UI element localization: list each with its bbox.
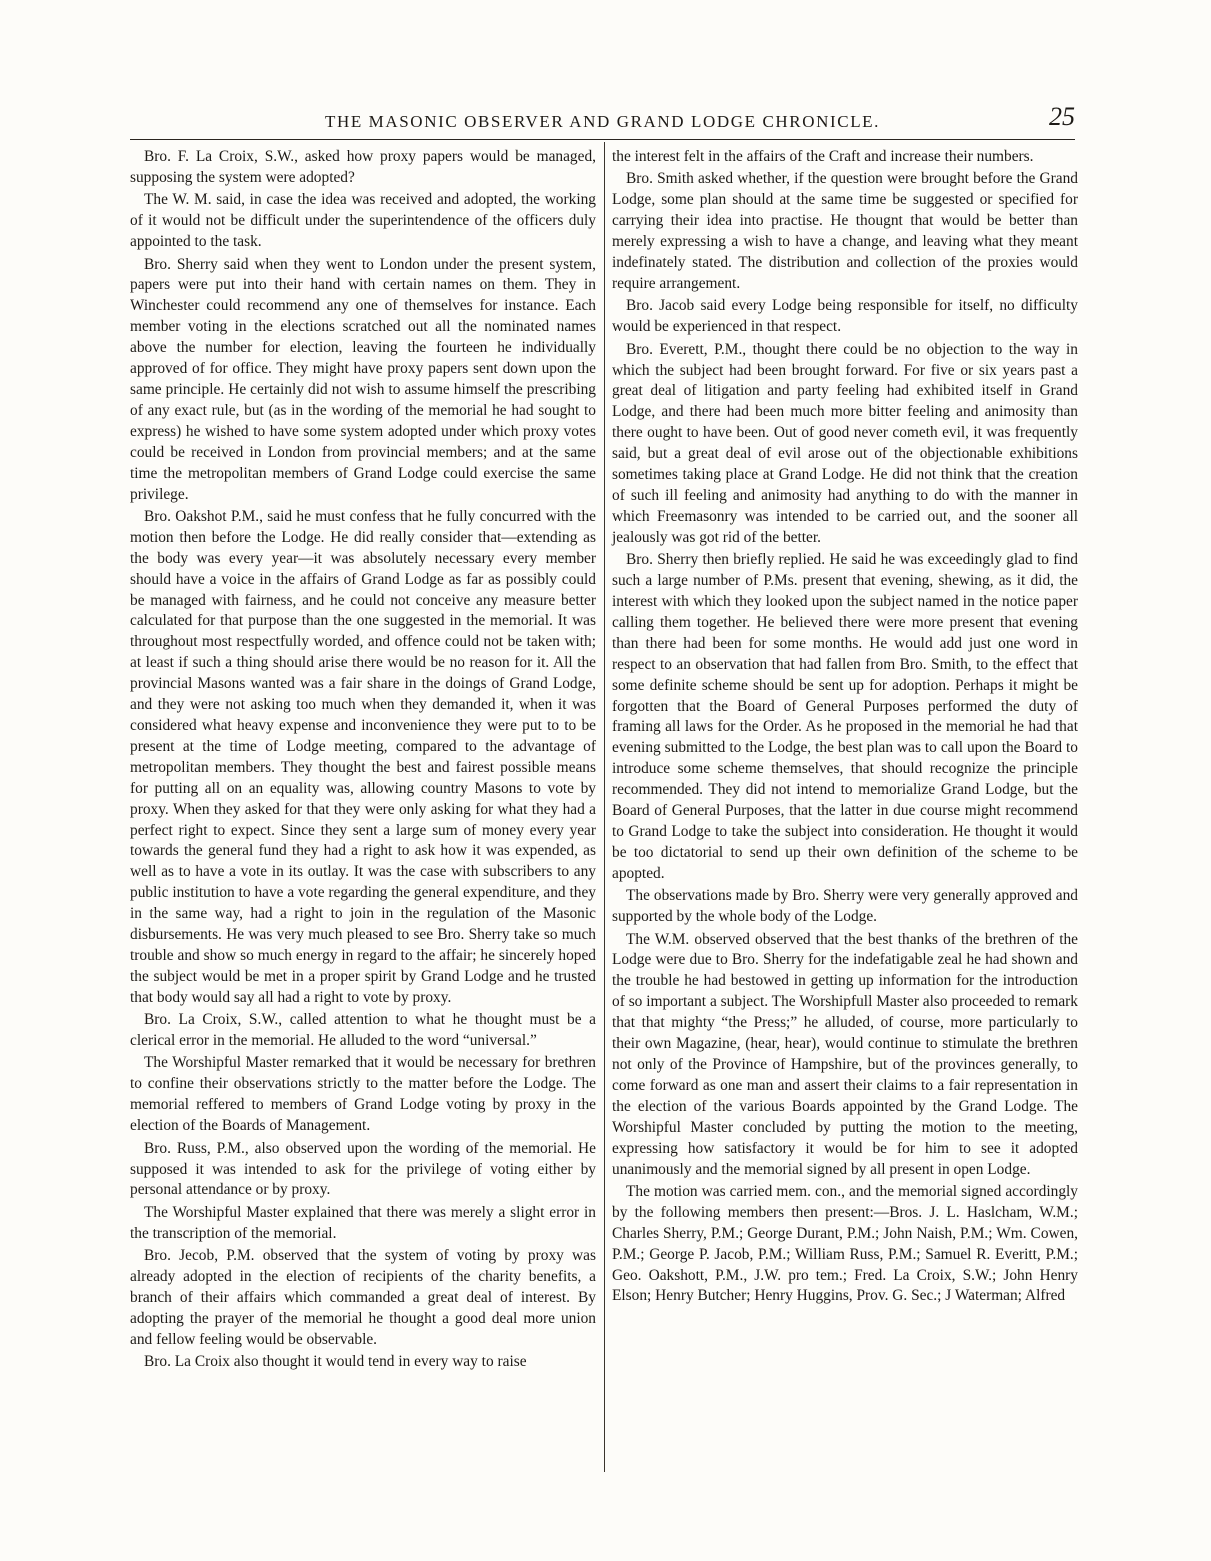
column-divider <box>604 142 605 1472</box>
paragraph: Bro. F. La Croix, S.W., asked how proxy papers would be managed, supposing the system were adopted? <box>130 148 596 186</box>
right-column <box>612 147 1078 1309</box>
page-number: 25 <box>1049 102 1075 131</box>
paragraph-continued: the interest felt in the affairs of the Craft and increase their numbers. <box>612 148 1034 165</box>
paragraph: The motion was carried mem. con., and the memorial signed accordingly by the following members then present:—Bros. J. L. Haslcham, W.M.; Charles Sherry, P.M.; George Durant, P.M.; John Naish, P.M.; Wm. Cowen, P.M.; George P. Jacob, P.M.; William Russ, P.M.; Samuel R. Everitt, P.M.; Geo. Oakshott, P.M., J.W. pro tem.; Fred. La Croix, S.W.; John Henry Elson; Henry Butcher; Henry Huggins, Prov. G. Sec.; J Waterman; Alfred <box>612 1182 1078 1305</box>
publication-title: THE MASONIC OBSERVER AND GRAND LODGE CHRONICLE. <box>324 112 881 131</box>
header-rule <box>130 139 1075 140</box>
paragraph: The observations made by Bro. Sherry were very generally approved and supported by the whole body of the Lodge. <box>612 887 1078 926</box>
paragraph: Bro. Jecob, P.M. observed that the system of voting by proxy was already adopted in the election of recipients of the charity benefits, a branch of their affairs which commanded a great deal of interest. By adopting the prayer of the memorial he thought a good deal more union and fellow feeling would be observable. <box>130 1247 596 1348</box>
paragraph: Bro. Everett, P.M., thought there could be no objection to the way in which the subject had been brought forward. For five or six years past a great deal of litigation and party feeling had exhibited itself in Grand Lodge, and there had been much more bitter feeling and animosity than there ought to have been. Out of good never cometh evil, it was frequently said, but a great deal of evil arose out of the objectionable exhibitions sometimes taking place at Grand Lodge. He did not think that the creation of such ill feeling and animosity had anything to do with the manner in which Freemasonry was intended to be carried out, and the sooner all jealously was got rid of the better. <box>612 340 1078 546</box>
paragraph: The Worshipful Master explained that there was merely a slight error in the transcription of the memorial. <box>130 1203 596 1242</box>
paragraph: The W.M. observed observed that the best thanks of the brethren of the Lodge were due to Bro. Sherry for the indefatigable zeal he had shown and the trouble he had bestowed in getting up information for the introduction of so important a subject. The Worshipfull Master also proceeded to remark that that mighty “the Press;” he alluded, of course, more particularly to their own Magazine, (hear, hear), would continue to stimulate the brethren not only of the Province of Hampshire, but of the provinces generally, to come forward as one man and assert their claims to a fair representation in the election of the various Boards appointed by the Grand Lodge. The Worshipful Master concluded by putting the motion to the meeting, expressing how satisfactory it would be for him to see it adopted unanimously and the memorial signed by all present in open Lodge. <box>612 930 1078 1178</box>
paragraph: The Worshipful Master remarked that it would be necessary for brethren to confine their observations strictly to the matter before the Lodge. The memorial reffered to members of Grand Lodge voting by proxy in the election of the Boards of Management. <box>130 1054 596 1135</box>
running-header <box>130 102 1075 138</box>
paragraph: Bro. Russ, P.M., also observed upon the wording of the memorial. He supposed it was intended to ask for the privilege of voting either by personal attendance or by proxy. <box>130 1139 596 1199</box>
left-column <box>130 147 596 1375</box>
paragraph: Bro. Jacob said every Lodge being responsible for itself, no difficulty would be experienced in that respect. <box>612 297 1078 336</box>
paragraph: Bro. Smith asked whether, if the question were brought before the Grand Lodge, some plan should at the same time be suggested or specified for carrying their idea into practise. He thougnt that would be better than merely expressing a wish to have a change, and leaving what they meant indefinately stated. The distribution and collection of the proxies would require arrangement. <box>612 170 1078 292</box>
paragraph: Bro. Oakshot P.M., said he must confess that he fully concurred with the motion then before the Lodge. He did really consider that—extending as the body was every year—it was absolutely necessary every member should have a voice in the affairs of Grand Lodge as far as possibly could be managed with fairness, and he could not conceive any measure better calculated for that purpose than the one suggested in the memorial. It was throughout most respectfully worded, and offence could not be taken with; at least if such a thing should arise there would be no reason for it. All the provincial Masons wanted was a fair share in the doings of Grand Lodge, and they were not asking too much when they demanded it, when it was considered what heavy expense and inconvenience they were put to to be present at the time of Lodge meeting, compared to the advantage of metropolitan members. They thought the best and fairest possible means for putting all on an equality was, allowing country Masons to vote by proxy. When they asked for that they were only asking for what they had a perfect right to expect. Since they sent a large sum of money every year towards the general fund they had a right to ask how it was expended, as well as to have a vote in its outlay. It was the case with subscribers to any public institution to have a vote regarding the general expenditure, and they in the same way, had a right to join in the regulation of the Masonic disbursements. He was very much pleased to see Bro. Sherry take so much trouble and show so much energy in regard to the affair; he sincerely hoped the subject would be met in a proper spirit by Grand Lodge and he trusted that body would say all had a right to vote by proxy. <box>130 507 596 1006</box>
paragraph: Bro. Sherry said when they went to London under the present system, papers were put into their hand with certain names on them. They in Winchester could recommend any one of themselves for instance. Each member voting in the elections scratched out all the nominated names above the number for election, leaving the fourteen he individually approved of for office. They might have proxy papers sent down upon the same principle. He certainly did not wish to assume himself the prescribing of any exact rule, but (as in the wording of the memorial he had sought to express) he wished to have some system adopted under which proxy votes could be received in London from provincial members; and at the same time the metropolitan members of Grand Lodge could exercise the same privilege. <box>130 255 596 503</box>
paragraph: Bro. La Croix also thought it would tend in every way to raise <box>144 1353 527 1371</box>
paragraph: The W. M. said, in case the idea was received and adopted, the working of it would not be difficult under the superintendence of the officers duly appointed to the task. <box>130 191 596 251</box>
paragraph: Bro. Sherry then briefly replied. He said he was exceedingly glad to find such a large number of P.Ms. present that evening, shewing, as it did, the interest with which they looked upon the subject named in the notice paper calling them together. He believed there were more present that evening than there had been for some months. He would add just one word in respect to an observation that had fallen from Bro. Smith, to the effect that some definite scheme should be sent up for adoption. Perhaps it might be forgotten that the Board of General Purposes performed the duty of framing all laws for the Order. As he proposed in the memorial he had that evening submitted to the Lodge, the best plan was to call upon the Board to introduce some scheme themselves, that should recognize the principle recommended. They did not intend to memorialize Grand Lodge, but the Board of General Purposes, that the latter in due course might recommend to Grand Lodge to take the subject into consideration. He thought it would be too dictatorial to send up their own definition of the scheme to be apopted. <box>612 551 1078 882</box>
paragraph: Bro. La Croix, S.W., called attention to what he thought must be a clerical error in the memorial. He alluded to the word “universal.” <box>130 1011 596 1050</box>
